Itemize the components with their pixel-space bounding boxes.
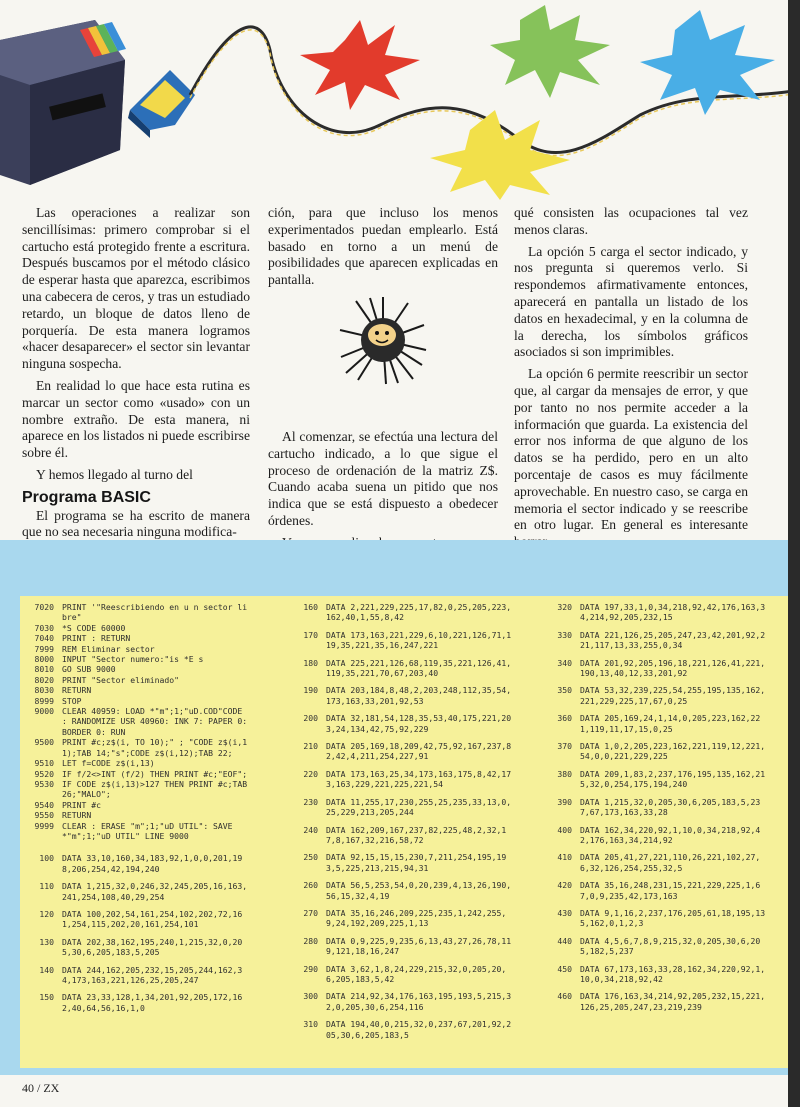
- line-number: 450: [557, 963, 572, 974]
- line-number: 150: [39, 992, 54, 1003]
- line-gap: [284, 818, 516, 825]
- line-code: IF CODE z$(i,13)>127 THEN PRINT #c;TAB 26;"MALO";: [62, 778, 253, 800]
- line-gap: [538, 762, 770, 769]
- listing-line: [538, 769, 770, 790]
- line-code: DATA 205,169,18,209,42,75,92,167,237,82,42,4,211,254,227,91: [326, 741, 512, 762]
- line-number: 460: [557, 991, 572, 1002]
- listing-column-3: [538, 602, 770, 1012]
- line-gap: [538, 901, 770, 908]
- line-number: 350: [557, 685, 572, 696]
- paragraph: El programa se ha escrito de manera que no sea necesaria ninguna modifica-: [22, 507, 250, 540]
- line-code: DATA 33,10,160,34,183,92,1,0,0,201,198,206,254,42,194,240: [62, 853, 243, 874]
- line-number: 220: [303, 768, 318, 779]
- line-code: DATA 214,92,34,176,163,195,193,5,215,32,0,205,30,6,254,116: [326, 991, 512, 1012]
- listing-line: [538, 658, 770, 679]
- line-number: 410: [557, 852, 572, 863]
- line-code: DATA 9,1,16,2,237,176,205,61,18,195,135,162,0,1,2,3: [580, 907, 766, 929]
- listing-line: [538, 880, 770, 901]
- line-number: 260: [303, 880, 318, 891]
- yellow-splash: [430, 110, 570, 200]
- line-number: 270: [303, 907, 318, 918]
- listing-line: [20, 758, 252, 768]
- line-code: DATA 176,163,34,214,92,205,232,15,221,126,25,205,247,23,219,239: [580, 991, 766, 1012]
- listing-line: [20, 737, 252, 758]
- line-number: 180: [303, 657, 318, 668]
- listing-line: [284, 658, 516, 679]
- listing-line: [538, 713, 770, 734]
- line-code: *S CODE 60000: [62, 622, 126, 633]
- listing-line: [20, 779, 252, 800]
- basic-listing: [20, 596, 788, 1068]
- listing-line: [538, 825, 770, 846]
- line-gap: [284, 706, 516, 713]
- line-code: DATA 35,16,248,231,15,221,229,225,1,67,0,9,235,42,173,163: [580, 880, 761, 901]
- listing-line: [20, 937, 252, 958]
- line-number: 370: [557, 741, 572, 752]
- line-code: DATA 2,221,229,225,17,82,0,25,205,223,162,40,1,55,8,42: [326, 602, 512, 623]
- listing-line: [538, 741, 770, 762]
- listing-line: [284, 908, 516, 929]
- line-code: PRINT : RETURN: [62, 633, 131, 644]
- listing-line: [284, 769, 516, 790]
- line-gap: [538, 818, 770, 825]
- line-number: 9500: [34, 737, 54, 748]
- line-number: 300: [303, 991, 318, 1002]
- line-code: PRINT "Sector eliminado": [62, 674, 179, 685]
- line-code: GO SUB 9000: [62, 664, 116, 675]
- line-gap: [20, 902, 252, 909]
- line-number: 310: [303, 1019, 318, 1030]
- line-number: 7030: [34, 622, 54, 633]
- line-number: 7020: [34, 602, 54, 612]
- listing-separator: [20, 841, 252, 853]
- line-code: DATA 225,221,126,68,119,35,221,126,41,119,35,221,70,67,203,40: [326, 657, 512, 679]
- line-code: DATA 194,40,0,215,32,0,237,67,201,92,205,30,6,205,183,5: [326, 1019, 512, 1040]
- line-number: 9550: [34, 810, 54, 821]
- line-gap: [538, 651, 770, 658]
- line-gap: [20, 985, 252, 992]
- line-number: 170: [303, 629, 318, 640]
- line-number: 360: [557, 713, 572, 724]
- line-code: DATA 202,38,162,195,240,1,215,32,0,205,30,6,205,183,5,205: [62, 936, 243, 958]
- listing-line: [20, 633, 252, 643]
- listing-line: [284, 630, 516, 651]
- line-code: DATA 32,181,54,128,35,53,40,175,221,203,24,134,42,75,92,229: [326, 713, 512, 734]
- listing-line: [284, 797, 516, 818]
- line-code: DATA 35,16,246,209,225,235,1,242,255,9,24,192,209,225,1,13: [326, 907, 507, 929]
- listing-line: [284, 1019, 516, 1040]
- line-code: DATA 244,162,205,232,15,205,244,162,34,173,163,221,126,25,205,247: [62, 964, 243, 985]
- listing-line: [20, 685, 252, 695]
- line-gap: [538, 734, 770, 741]
- line-number: 9510: [34, 758, 54, 769]
- line-code: DATA 173,163,221,229,6,10,221,126,71,119,35,221,35,16,247,221: [326, 629, 512, 651]
- line-code: DATA 56,5,253,54,0,20,239,4,13,26,190,56,15,32,4,19: [326, 880, 512, 901]
- line-gap: [284, 901, 516, 908]
- line-number: 250: [303, 852, 318, 863]
- line-gap: [284, 845, 516, 852]
- line-number: 9530: [34, 778, 54, 789]
- line-gap: [538, 957, 770, 964]
- line-gap: [538, 678, 770, 685]
- line-number: 440: [557, 935, 572, 946]
- line-code: DATA 197,33,1,0,34,218,92,42,176,163,34,214,92,205,232,15: [580, 602, 766, 623]
- listing-line: [538, 630, 770, 651]
- listing-line: [20, 602, 252, 623]
- line-code: LET f=CODE z$(i,13): [62, 758, 155, 769]
- line-gap: [284, 678, 516, 685]
- article-column-3: [514, 205, 748, 556]
- line-code: DATA 67,173,163,33,28,162,34,220,92,1,10,0,34,218,92,42: [580, 963, 766, 984]
- listing-line: [20, 800, 252, 810]
- listing-line: [538, 852, 770, 873]
- line-code: DATA 0,9,225,9,235,6,13,43,27,26,78,119,121,18,16,247: [326, 935, 512, 957]
- line-number: 380: [557, 768, 572, 779]
- paragraph: Al comenzar, se efectúa una lectura del cartucho indicado, a lo que sigue el proceso de ordenación de la matriz Z$. Cuando acaba suena un pitido que nos indica que se está dispuesto a obedecer órdenes.: [268, 428, 498, 528]
- line-number: 280: [303, 935, 318, 946]
- page-number: 40 / ZX: [22, 1081, 60, 1095]
- line-code: STOP: [62, 695, 82, 706]
- listing-line: [20, 769, 252, 779]
- line-code: DATA 92,15,15,15,230,7,211,254,195,193,5,225,213,215,94,31: [326, 852, 507, 873]
- line-code: DATA 3,62,1,8,24,229,215,32,0,205,20,6,205,183,5,42: [326, 963, 507, 984]
- line-number: 330: [557, 629, 572, 640]
- listing-line: [538, 991, 770, 1012]
- line-gap: [538, 790, 770, 797]
- line-gap: [538, 706, 770, 713]
- line-code: DATA 201,92,205,196,18,221,126,41,221,190,13,40,12,33,201,92: [580, 657, 766, 679]
- line-number: 8020: [34, 674, 54, 685]
- line-code: DATA 209,1,83,2,237,176,195,135,162,215,32,0,254,175,194,240: [580, 768, 766, 790]
- line-code: REM Eliminar sector: [62, 643, 155, 654]
- paragraph: Las operaciones a realizar son sencillísimas: primero comprobar si el cartucho está protegido frente a escritura. Después buscamos por el método clásico de esperar hasta que aparezca, escribimos una cabecera de ceros, y tras un estudiado retardo, un bloque de datos lleno de porquería. De esta manera logramos «hacer desaparecer» el sector sin levantar ninguna sospecha.: [22, 205, 250, 372]
- line-code: IF f/2<>INT (f/2) THEN PRINT #c;"EOF";: [62, 768, 248, 779]
- line-code: DATA 205,41,27,221,110,26,221,102,27,6,32,126,254,255,32,5: [580, 852, 761, 873]
- line-number: 290: [303, 963, 318, 974]
- line-code: DATA 4,5,6,7,8,9,215,32,0,205,30,6,205,182,5,237: [580, 935, 761, 957]
- line-gap: [20, 930, 252, 937]
- listing-line: [284, 685, 516, 706]
- line-code: DATA 205,169,24,1,14,0,205,223,162,221,119,11,17,15,0,25: [580, 713, 761, 734]
- line-number: 160: [303, 602, 318, 612]
- listing-line: [20, 664, 252, 674]
- line-code: RETURN: [62, 810, 92, 821]
- line-number: 210: [303, 741, 318, 752]
- line-code: CLEAR : ERASE "m";1;"uD UTIL": SAVE *"m";1;"uD UTIL" LINE 9000: [62, 820, 238, 841]
- line-gap: [284, 734, 516, 741]
- line-number: 130: [39, 936, 54, 947]
- line-gap: [284, 1012, 516, 1019]
- microdrive-icon: [0, 20, 126, 185]
- listing-line: [284, 964, 516, 985]
- cartridge-icon: [128, 70, 195, 138]
- listing-line: [20, 810, 252, 820]
- line-number: 9000: [34, 706, 54, 717]
- line-code: PRINT '"Reescribiendo en u n sector libre": [62, 602, 248, 623]
- paragraph: La opción 5 carga el sector indicado, y nos pregunta si queremos verlo. Si respondemos afirmativamente entonces, aparecerá en pantalla un listado de los datos en hexadecimal, y en la columna de la derecha, los símbolos gráficos asociados si son imprimibles.: [514, 243, 748, 360]
- listing-line: [284, 991, 516, 1012]
- listing-line: [20, 909, 252, 930]
- line-number: 8000: [34, 654, 54, 665]
- red-splash: [300, 20, 420, 110]
- line-gap: [284, 929, 516, 936]
- line-number: 190: [303, 685, 318, 696]
- paragraph: Y hemos llegado al turno del: [36, 466, 193, 482]
- listing-line: [538, 908, 770, 929]
- line-number: 400: [557, 824, 572, 835]
- listing-line: [284, 602, 516, 623]
- listing-line: [20, 706, 252, 737]
- line-gap: [538, 873, 770, 880]
- listing-line: [20, 992, 252, 1013]
- paragraph: La opción 6 permite reescribir un sector que, al cargar da mensajes de error, y que por tanto no nos permite acceder a la información que guarda. La existencia del error nos informa de que alguno de los datos se ha perdido, pero en un alto porcentaje de casos es muy fácilmente aprovechable. En nuestro caso, se carga en memoria el sector indicado y se reescribe en otro lugar. En general es interesante: [514, 366, 748, 533]
- line-number: 8030: [34, 685, 54, 696]
- line-gap: [284, 651, 516, 658]
- line-number: 8999: [34, 695, 54, 706]
- line-number: 7040: [34, 633, 54, 644]
- listing-column-1: [20, 602, 252, 1013]
- listing-line: [284, 741, 516, 762]
- line-number: 340: [557, 657, 572, 668]
- line-code: DATA 53,32,239,225,54,255,195,135,162,221,229,225,17,67,0,25: [580, 685, 766, 706]
- line-number: 9520: [34, 768, 54, 779]
- paragraph: qué consisten las ocupaciones tal vez menos claras.: [514, 205, 748, 237]
- line-number: 120: [39, 908, 54, 919]
- line-code: DATA 162,34,220,92,1,10,0,34,218,92,42,176,163,34,214,92: [580, 824, 761, 845]
- line-code: RETURN: [62, 685, 92, 696]
- line-code: PRINT #c: [62, 799, 101, 810]
- line-code: DATA 1,0,2,205,223,162,221,119,12,221,54,0,0,221,229,225: [580, 741, 766, 762]
- paragraph: ción, para que incluso los menos experimentados puedan emplearlo. Está basado en torno a un menú de posibilidades que aparecen explicadas en pantalla.: [268, 205, 498, 288]
- line-code: DATA 23,33,128,1,34,201,92,205,172,162,40,64,56,16,1,0: [62, 992, 243, 1013]
- paragraph: En realidad lo que hace esta rutina es marcar un sector como «usado» con un nombre extraño. De esta manera, ni aparece en los listados ni puede escribirse sobre él.: [22, 377, 250, 461]
- line-gap: [284, 623, 516, 630]
- line-number: 230: [303, 796, 318, 807]
- header-illustration: [0, 0, 800, 200]
- listing-line: [20, 654, 252, 664]
- line-code: DATA 162,209,167,237,82,225,48,2,32,17,8,167,32,216,58,72: [326, 824, 507, 845]
- listing-line: [284, 880, 516, 901]
- listing-line: [538, 602, 770, 623]
- line-number: 390: [557, 796, 572, 807]
- blue-splash: [640, 10, 775, 115]
- line-code: DATA 221,126,25,205,247,23,42,201,92,221,117,13,33,255,0,34: [580, 629, 766, 651]
- line-gap: [284, 790, 516, 797]
- listing-line: [20, 623, 252, 633]
- line-code: DATA 1,215,32,0,246,32,245,205,16,163,241,254,108,40,29,254: [62, 881, 248, 902]
- line-gap: [20, 958, 252, 965]
- green-splash: [490, 5, 610, 98]
- listing-line: [20, 853, 252, 874]
- line-number: 100: [39, 853, 54, 864]
- line-number: 110: [39, 881, 54, 892]
- section-heading: Programa BASIC: [22, 488, 151, 506]
- line-gap: [538, 984, 770, 991]
- listing-line: [20, 965, 252, 986]
- listing-line: [284, 825, 516, 846]
- line-gap: [284, 957, 516, 964]
- line-gap: [538, 929, 770, 936]
- line-code: DATA 11,255,17,230,255,25,235,33,13,0,25,229,213,205,244: [326, 796, 512, 818]
- line-code: INPUT "Sector numero:"is *E s: [62, 654, 204, 665]
- line-gap: [284, 762, 516, 769]
- listing-line: [284, 936, 516, 957]
- line-number: 200: [303, 713, 318, 724]
- line-number: 9999: [34, 820, 54, 831]
- line-code: DATA 173,163,25,34,173,163,175,8,42,173,163,229,221,225,221,54: [326, 768, 512, 790]
- listing-line: [20, 675, 252, 685]
- line-code: DATA 203,184,8,48,2,203,248,112,35,54,173,163,33,201,92,53: [326, 685, 512, 706]
- line-gap: [20, 874, 252, 881]
- line-number: 320: [557, 602, 572, 612]
- article-column-1: [22, 205, 250, 546]
- listing-column-2: [284, 602, 516, 1040]
- listing-line: [538, 797, 770, 818]
- line-number: 240: [303, 824, 318, 835]
- listing-line: [284, 713, 516, 734]
- listing-line: [538, 936, 770, 957]
- line-gap: [538, 845, 770, 852]
- listing-line: [20, 821, 252, 842]
- line-number: 140: [39, 964, 54, 975]
- line-code: CLEAR 40959: LOAD *"m";1;"uD.COD"CODE : RANDOMIZE USR 40960: INK 7: PAPER 0: BORDER 0: RUN: [62, 706, 253, 737]
- line-gap: [284, 984, 516, 991]
- listing-line: [20, 644, 252, 654]
- line-code: DATA 1,215,32,0,205,30,6,205,183,5,237,67,173,163,33,28: [580, 796, 761, 818]
- listing-line: [538, 964, 770, 985]
- listing-line: [284, 852, 516, 873]
- listing-line: [20, 696, 252, 706]
- page-edge: [788, 0, 800, 1107]
- line-number: 8010: [34, 664, 54, 675]
- line-number: 430: [557, 907, 572, 918]
- line-gap: [538, 623, 770, 630]
- line-code: PRINT #c;z$(i, TO 10);" ; "CODE z$(i,11);TAB 14;"s";CODE z$(i,12);TAB 22;: [62, 737, 248, 758]
- line-number: 7999: [34, 643, 54, 654]
- line-number: 420: [557, 880, 572, 891]
- urchin-mascot-icon: [338, 295, 428, 385]
- line-gap: [284, 873, 516, 880]
- line-number: 9540: [34, 799, 54, 810]
- listing-line: [538, 685, 770, 706]
- line-code: DATA 100,202,54,161,254,102,202,72,161,254,115,202,20,161,254,101: [62, 908, 243, 930]
- listing-line: [20, 881, 252, 902]
